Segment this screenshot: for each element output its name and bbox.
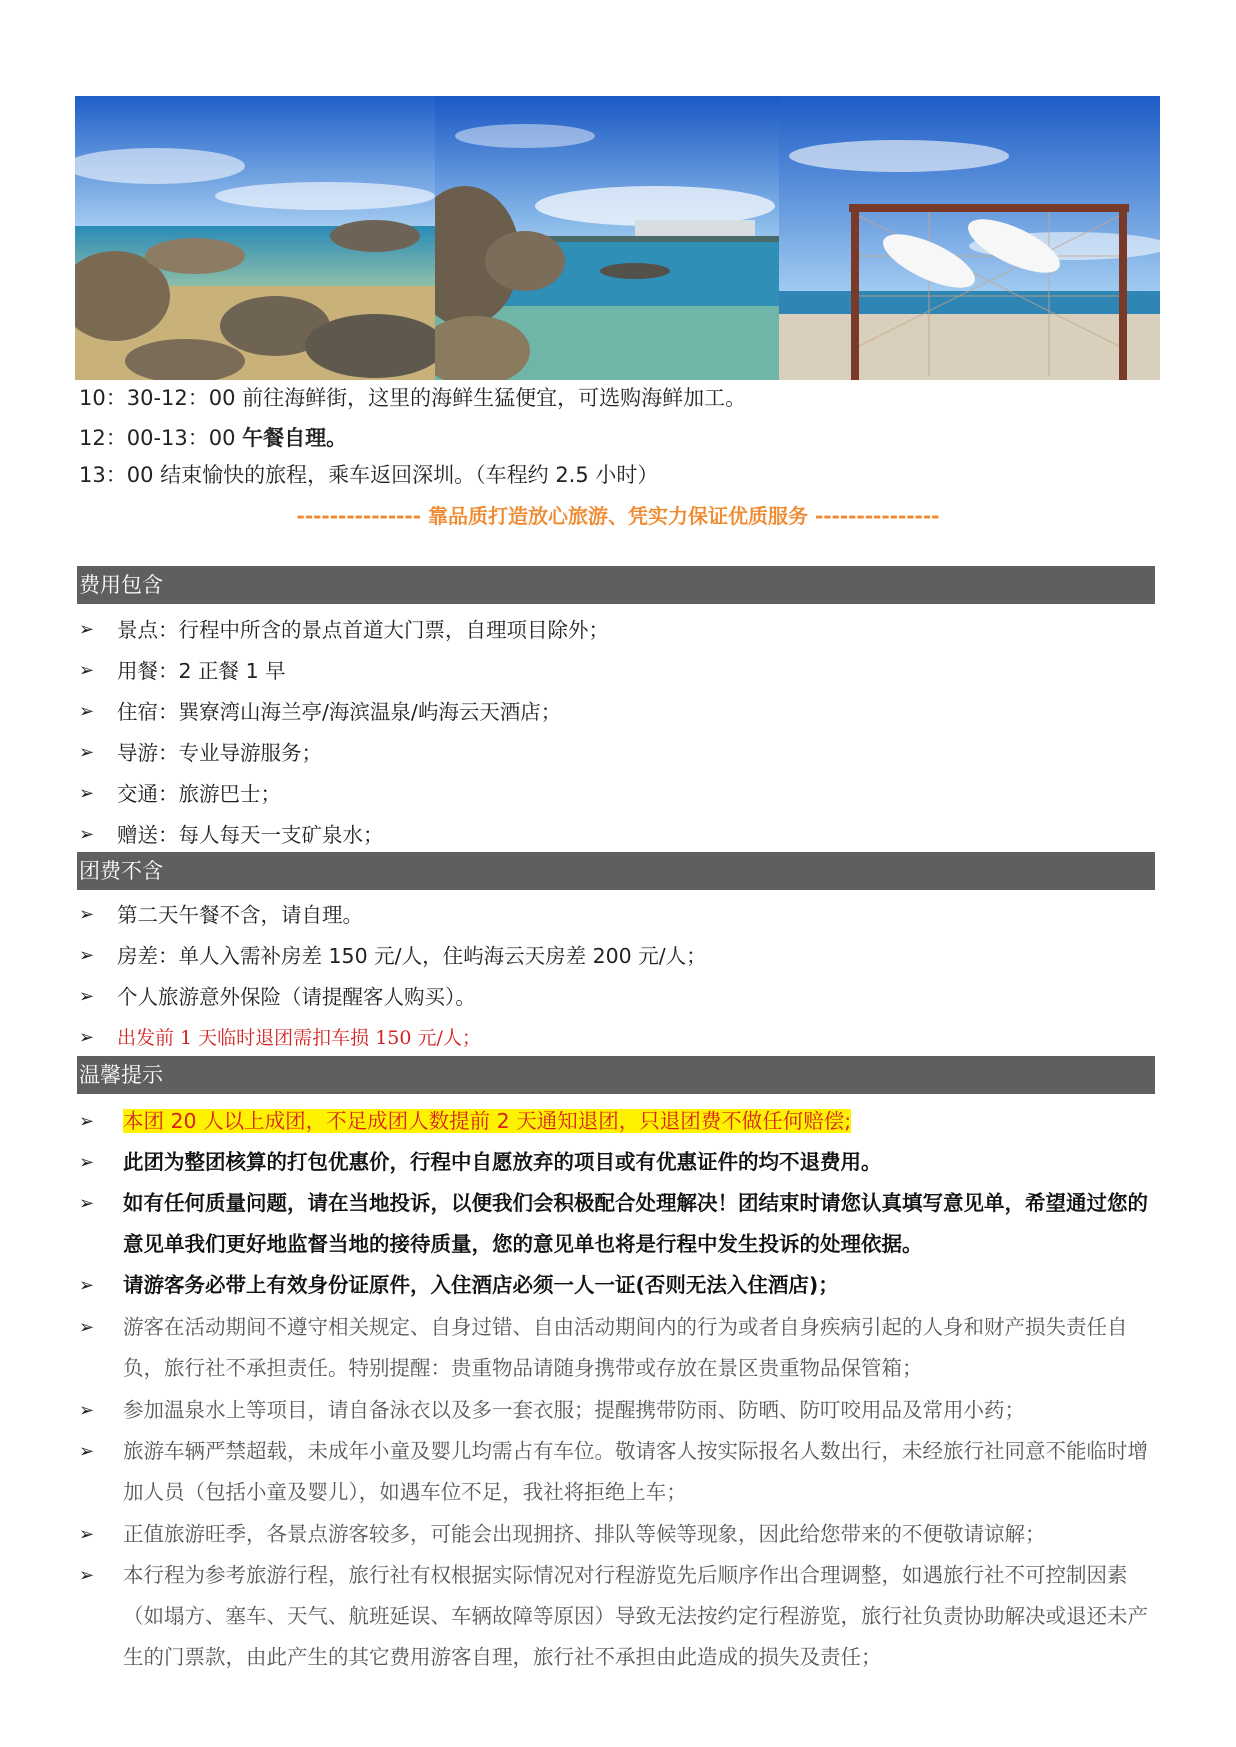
bullet-icon: ➢ <box>79 1524 95 1545</box>
bullet-icon: ➢ <box>79 783 95 804</box>
schedule-line <box>79 460 658 490</box>
bullet-icon: ➢ <box>79 660 95 681</box>
bullet-icon: ➢ <box>79 1275 95 1296</box>
bullet-icon: ➢ <box>79 1152 95 1173</box>
bullet-icon: ➢ <box>79 824 95 845</box>
section-header-tips: 温馨提示 <box>77 1056 1155 1094</box>
schedule-time: 12：00-13：00 <box>79 426 236 450</box>
bullet-icon: ➢ <box>79 1111 95 1132</box>
bullet-icon: ➢ <box>79 1317 95 1338</box>
beach-surfboard-frame-photo <box>779 96 1160 380</box>
slogan: --------------- 靠品质打造放心旅游、凭实力保证优质服务 --------------- <box>296 504 940 528</box>
bullet-icon: ➢ <box>79 904 95 925</box>
schedule-line <box>79 383 746 413</box>
bullet-icon: ➢ <box>79 945 95 966</box>
rocky-beach-photo <box>75 96 435 380</box>
schedule-line <box>79 423 347 453</box>
section-header-excluded: 团费不含 <box>77 852 1155 890</box>
bullet-icon: ➢ <box>79 1193 95 1214</box>
bullet-icon: ➢ <box>79 1441 95 1462</box>
bullet-icon: ➢ <box>79 742 95 763</box>
bullet-icon: ➢ <box>79 1565 95 1586</box>
bullet-icon: ➢ <box>79 701 95 722</box>
schedule-text: 午餐自理。 <box>242 426 348 450</box>
rocks-and-pier-photo <box>435 96 779 380</box>
schedule-time: 10：30-12：00 <box>79 386 236 410</box>
highlighted-notice: 本团 20 人以上成团，不足成团人数提前 2 天通知退团，只退团费不做任何赔偿; <box>123 1109 852 1133</box>
schedule-text: 结束愉快的旅程，乘车返回深圳。（车程约 2.5 小时） <box>160 463 659 487</box>
photo-strip <box>75 96 1160 380</box>
section-header-included: 费用包含 <box>77 566 1155 604</box>
bullet-icon: ➢ <box>79 1400 95 1421</box>
bullet-icon: ➢ <box>79 986 95 1007</box>
schedule-text: 前往海鲜街，这里的海鲜生猛便宜，可选购海鲜加工。 <box>242 386 747 410</box>
bullet-icon: ➢ <box>79 619 95 640</box>
schedule-time: 13：00 <box>79 463 154 487</box>
bullet-icon: ➢ <box>79 1027 95 1048</box>
